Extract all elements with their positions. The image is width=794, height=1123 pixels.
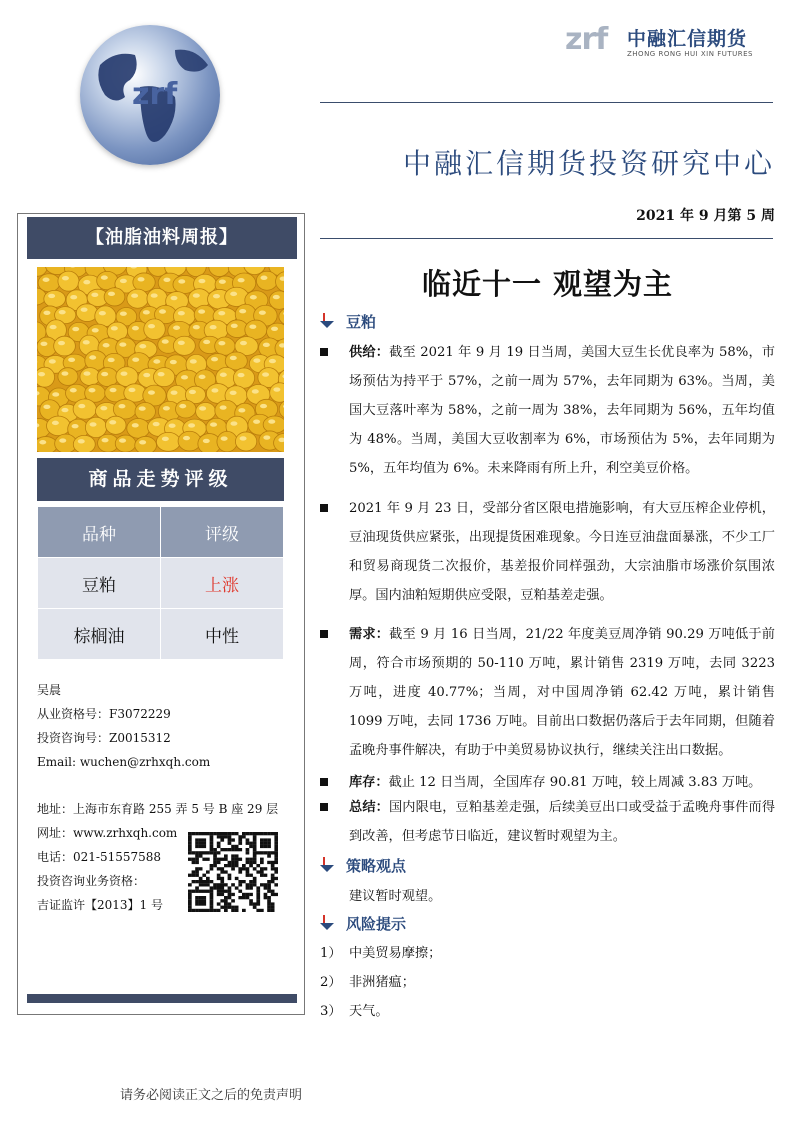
risk-number: 1） — [320, 946, 342, 961]
list-item — [320, 997, 441, 1026]
qr-code — [188, 832, 278, 912]
header-divider — [320, 102, 773, 103]
table-row — [38, 558, 284, 609]
demand-label: 需求： — [349, 627, 390, 642]
rating-header-variety: 品种 — [38, 507, 161, 558]
analyst-name: 吴晨 — [37, 683, 62, 697]
section-heading-text: 风险提示 — [346, 915, 407, 933]
power-restriction-text: 2021 年 9 月 23 日，受部分省区限电措施影响，有大豆压榨企业停机，豆油现货供应紧张，出现提货困难现象。今日连豆油盘面暴涨，不少工厂和贸易商现货二次报价，基差报价同样强劲，大宗油脂市场涨价氛围浓厚。国内油粕短期供应受限，豆粕基差走强。 — [349, 501, 775, 603]
paragraph-summary — [320, 793, 775, 853]
soybean-image — [37, 267, 284, 452]
section-heading-risk — [320, 913, 406, 934]
company-qualification: 投资咨询业务资格： — [37, 874, 146, 888]
rating-header-rating: 评级 — [161, 507, 284, 558]
company-permit: 吉证监许【2013】1 号 — [37, 898, 163, 912]
bullet-icon — [320, 630, 328, 638]
section-marker-icon — [320, 857, 334, 873]
globe-mark: zrf — [132, 77, 178, 112]
research-center-title: 中融汇信期货投资研究中心 — [402, 147, 775, 180]
summary-text: 国内限电，豆粕基差走强，后续美豆出口或受益于孟晚舟事件而得到改善，但考虑节日临近，建议暂时观望为主。 — [349, 800, 776, 844]
bullet-icon — [320, 348, 328, 356]
company-address: 地址：上海市东育路 255 弄 5 号 B 座 29 层 — [37, 802, 279, 816]
title-divider — [320, 238, 773, 239]
strategy-text: 建议暂时观望。 — [349, 889, 442, 904]
paragraph-supply — [320, 338, 775, 488]
risk-number: 3） — [320, 1004, 342, 1019]
table-row — [38, 609, 284, 660]
section-marker-icon — [320, 915, 334, 931]
section-heading-soymeal — [320, 311, 376, 332]
supply-label: 供给： — [349, 345, 390, 360]
bullet-icon — [320, 803, 328, 811]
analyst-consult-number: 投资咨询号：Z0015312 — [37, 731, 171, 745]
disclaimer-note: 请务必阅读正文之后的免责声明 — [120, 1088, 303, 1103]
risk-text: 中美贸易摩擦； — [349, 946, 442, 961]
risk-number: 2） — [320, 975, 342, 990]
sidebar-footer-bar — [27, 994, 297, 1003]
rating-value: 中性 — [161, 609, 284, 660]
rating-title-banner: 商品走势评级 — [37, 458, 284, 501]
stock-text: 截止 12 日当周，全国库存 90.81 万吨，较上周减 3.83 万吨。 — [388, 775, 762, 790]
analyst-license: 从业资格号：F3072229 — [37, 707, 171, 721]
rating-variety: 棕榈油 — [38, 609, 161, 660]
list-item — [320, 968, 441, 997]
main-title: 临近十一 观望为主 — [421, 267, 674, 301]
summary-label: 总结： — [349, 800, 389, 815]
risk-list — [320, 939, 441, 1026]
company-website: 网址：www.zrhxqh.com — [37, 826, 178, 840]
rating-table — [37, 506, 284, 660]
risk-text: 天气。 — [349, 1004, 389, 1019]
list-item — [320, 939, 441, 968]
logo-mark: zrf — [565, 22, 608, 57]
analyst-email: Email: wuchen@zrhxqh.com — [37, 755, 211, 769]
paragraph-demand — [320, 620, 775, 770]
stock-label: 库存： — [349, 775, 389, 790]
risk-text: 非洲猪瘟； — [349, 975, 415, 990]
analyst-contact — [37, 678, 210, 774]
supply-text: 截至 2021 年 9 月 19 日当周，美国大豆生长优良率为 58%，市场预估为持平于 57%，之前一周为 57%，去年同期为 63%。当周，美国大豆落叶率为 58%，之前一周为 38%，去年同期为 56%，五年均值为 48%。当周，美国大豆收割率为 6%，市场预估为 5%，去年同期为 5%，五年均值为 6%。未来降雨有所上升，利空美豆价格。 — [349, 345, 775, 476]
report-title-banner: 【油脂油料周报】 — [27, 217, 297, 259]
logo-english-name: ZHONG RONG HUI XIN FUTURES — [627, 50, 753, 58]
rating-variety: 豆粕 — [38, 558, 161, 609]
rating-value: 上涨 — [161, 558, 284, 609]
company-phone: 电话：021-51557588 — [37, 850, 162, 864]
paragraph-power-restriction — [320, 494, 775, 614]
bullet-icon — [320, 778, 328, 786]
section-heading-strategy — [320, 855, 406, 876]
report-week: 2021 年 9 月第 5 周 — [636, 208, 775, 224]
company-logo — [565, 18, 775, 63]
globe-logo-image — [80, 25, 220, 165]
section-heading-text: 策略观点 — [346, 857, 407, 875]
demand-text: 截至 9 月 16 日当周，21/22 年度美豆周净销 90.29 万吨低于前周，符合市场预期的 50-110 万吨，累计销售 2319 万吨，去同 3223 万吨，进度 40.77%；当周，对中国周净销 62.42 万吨，累计销售 1099 万吨，去同 1736 万吨。目前出口数据仍落后于去年同期，但随着孟晚舟事件解决，有助于中美贸易协议执行，继续关注出口数据。 — [349, 627, 775, 758]
bullet-icon — [320, 504, 328, 512]
section-heading-text: 豆粕 — [346, 313, 377, 331]
section-marker-icon — [320, 313, 334, 329]
logo-chinese-name: 中融汇信期货 — [627, 28, 748, 50]
